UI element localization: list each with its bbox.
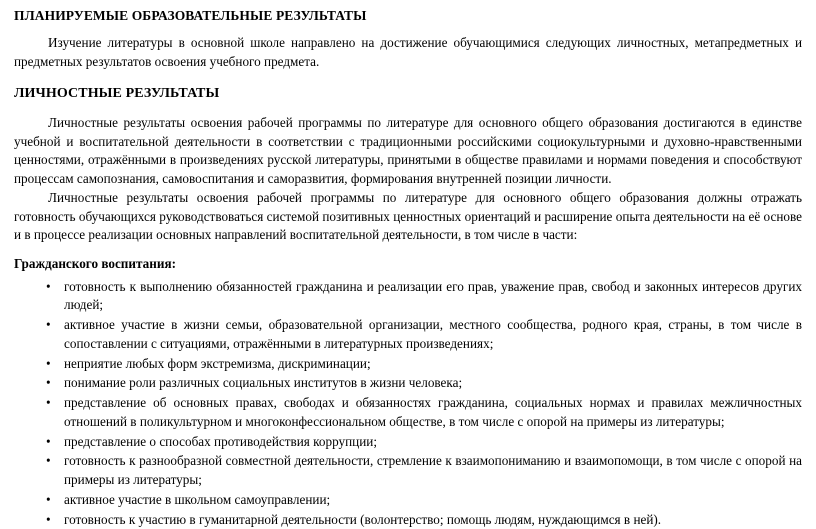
bullet-icon: • [46, 278, 51, 294]
bullet-icon: • [46, 453, 51, 469]
list-item-text: активное участие в жизни семьи, образовательной организации, местного сообщества, родного края, страны, в том числе в сопоставлении с ситуациями, отражёнными в литературных произведениях; [64, 317, 802, 351]
list-item-text: готовность к выполнению обязанностей гражданина и реализации его прав, уважение прав, свобод и законных интересов других людей; [64, 278, 802, 313]
list-item [14, 316, 802, 353]
list-item [14, 278, 802, 315]
bullet-icon: • [46, 355, 51, 371]
section-heading-personal-results: ЛИЧНОСТНЫЕ РЕЗУЛЬТАТЫ [14, 86, 220, 102]
list-item-text: представление об основных правах, свободах и обязанностях гражданина, социальных нормах и правилах межличностных отношений в поликультурном и многоконфессиональном обществе, в том числе с опорой на примеры из литературы; [64, 395, 802, 429]
bullet-icon: • [46, 433, 51, 449]
list-item [14, 374, 802, 393]
list-item-text: готовность к участию в гуманитарной деятельности (волонтерство; помощь людям, нуждающимся в ней). [64, 511, 662, 527]
bullet-icon: • [46, 511, 51, 527]
paragraph-personal-results-unity: Личностные результаты освоения рабочей программы по литературе для основного общего образования достигаются в единстве учебной и воспитательной деятельности в соответствии с традиционными российскими социокультурными и духовно-нравственными ценностями, отражёнными в произведениях русской литературы, принятыми в обществе правилами и нормами поведения и способствуют процессам самопознания, самовоспитания и саморазвития, формирования внутренней позиции личности. [14, 114, 802, 187]
bullet-icon: • [46, 491, 51, 507]
civic-education-list [14, 278, 802, 529]
bullet-icon: • [46, 375, 51, 391]
list-item [14, 394, 802, 431]
list-item [14, 452, 802, 489]
intro-paragraph: Изучение литературы в основной школе направлено на достижение обучающимися следующих личностных, метапредметных и предметных результатов освоения учебного предмета. [14, 34, 802, 69]
list-item-text: готовность к разнообразной совместной деятельности, стремление к взаимопониманию и взаимопомощи, в том числе с опорой на примеры из литературы; [64, 453, 802, 488]
list-item-text: понимание роли различных социальных институтов в жизни человека; [64, 375, 463, 391]
bullet-icon: • [46, 317, 51, 333]
list-item [14, 511, 802, 529]
paragraph-personal-results-directions: Личностные результаты освоения рабочей программы по литературе для основного общего образования должны отражать готовность обучающихся руководствоваться системой позитивных ценностных ориентаций и расширение опыта деятельности на её основе и в процессе реализации основных направлений воспитательной деятельности, в том числе в части: [14, 189, 802, 243]
subsection-heading-civic-education: Гражданского воспитания: [14, 255, 176, 271]
page-title: ПЛАНИРУЕМЫЕ ОБРАЗОВАТЕЛЬНЫЕ РЕЗУЛЬТАТЫ [14, 8, 367, 23]
list-item [14, 491, 802, 510]
list-item [14, 433, 802, 452]
list-item-text: активное участие в школьном самоуправлении; [64, 491, 331, 507]
bullet-icon: • [46, 395, 51, 411]
list-item-text: неприятие любых форм экстремизма, дискриминации; [64, 355, 371, 371]
list-item-text: представление о способах противодействия коррупции; [64, 433, 378, 449]
list-item [14, 355, 802, 374]
